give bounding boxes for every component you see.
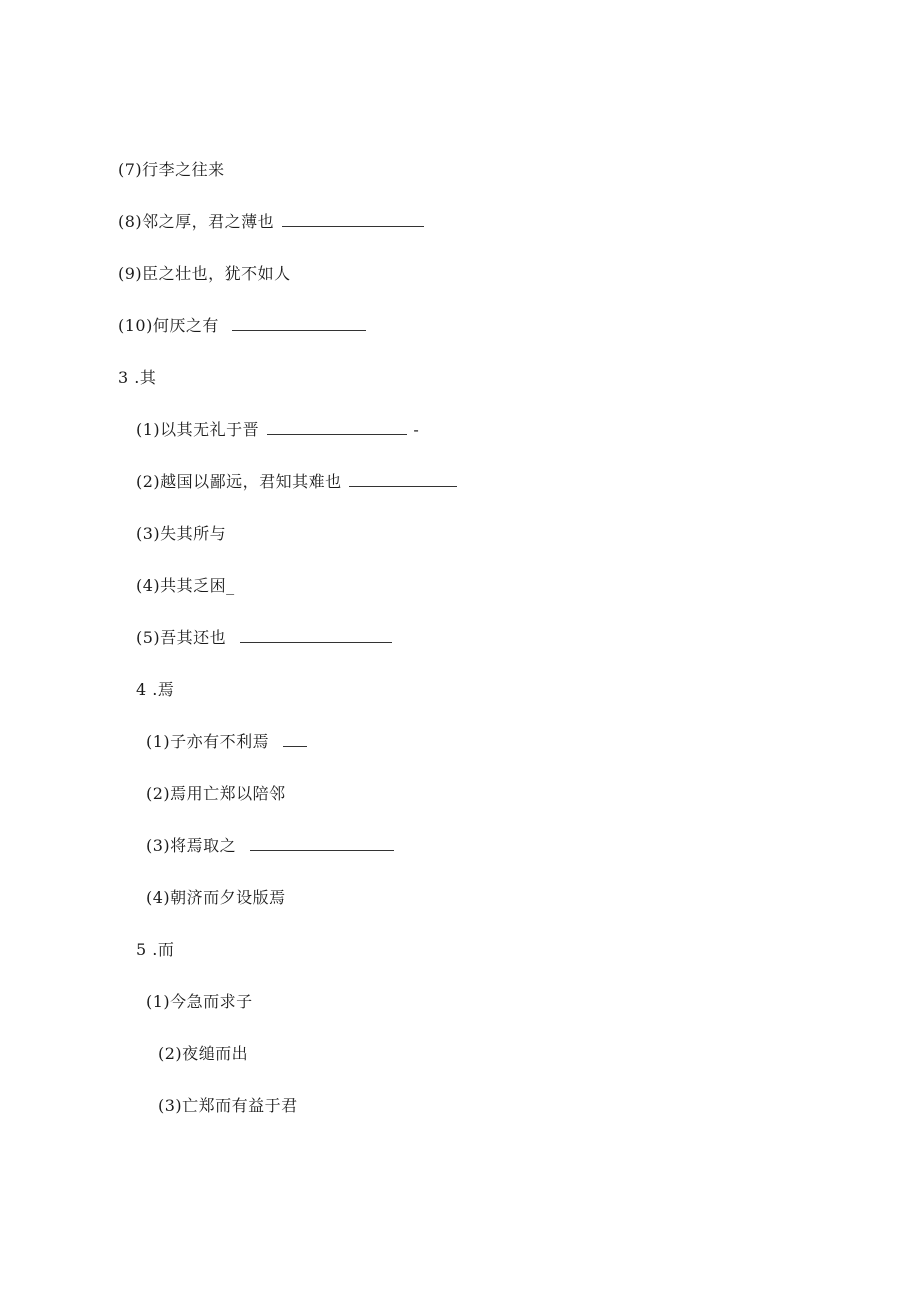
item-5-1-text: (1)今急而求子	[146, 992, 253, 1011]
item-5-3-text: (3)亡郑而有益于君	[158, 1096, 298, 1115]
section-5-text: 5 .而	[136, 940, 175, 959]
answer-blank[interactable]	[250, 836, 394, 851]
item-7-line	[118, 160, 225, 180]
item-4-2-text: (2)焉用亡郑以陪邻	[146, 784, 286, 803]
item-9-line	[118, 264, 291, 284]
item-3-5-text: (5)吾其还也	[136, 628, 227, 647]
item-3-3-text: (3)失其所与	[136, 524, 227, 543]
item-5-3-line	[158, 1096, 298, 1116]
item-4-1-text: (1)子亦有不利焉	[146, 732, 270, 751]
answer-blank[interactable]	[282, 212, 424, 227]
item-5-1-line	[146, 992, 253, 1012]
section-4-heading	[136, 680, 174, 700]
item-5-2-text: (2)夜缒而出	[158, 1044, 249, 1063]
section-5-heading	[136, 940, 174, 960]
item-3-4-text: (4)共其乏困_	[136, 576, 235, 595]
answer-blank[interactable]	[349, 472, 457, 487]
item-8-line	[118, 212, 424, 232]
item-3-1-text: (1)以其无礼于晋	[136, 420, 260, 439]
answer-blank[interactable]	[240, 628, 392, 643]
item-3-2-line	[136, 472, 457, 492]
item-5-2-line	[158, 1044, 248, 1064]
item-3-3-line	[136, 524, 226, 544]
item-3-1-line	[136, 420, 419, 440]
item-4-3-line	[146, 836, 394, 856]
item-3-5-line	[136, 628, 392, 648]
section-4-text: 4 .焉	[136, 680, 175, 699]
item-10-line	[118, 316, 366, 336]
section-3-heading	[118, 368, 156, 388]
answer-blank[interactable]	[232, 316, 366, 331]
item-3-4-line	[136, 576, 235, 596]
answer-blank[interactable]	[267, 420, 407, 435]
item-8-text: (8)邻之厚，君之薄也	[118, 212, 275, 231]
item-10-text: (10)何厌之有	[118, 316, 219, 335]
item-9-text: (9)臣之壮也，犹不如人	[118, 264, 291, 283]
item-4-4-line	[146, 888, 286, 908]
section-3-text: 3 .其	[118, 368, 157, 387]
item-3-2-text: (2)越国以鄙远，君知其难也	[136, 472, 342, 491]
item-4-1-line	[146, 732, 307, 752]
item-4-3-text: (3)将焉取之	[146, 836, 237, 855]
item-3-1-trail: -	[413, 420, 420, 439]
item-7-text: (7)行李之往来	[118, 160, 225, 179]
answer-blank[interactable]	[283, 732, 307, 747]
item-4-2-line	[146, 784, 286, 804]
item-4-4-text: (4)朝济而夕设版焉	[146, 888, 286, 907]
